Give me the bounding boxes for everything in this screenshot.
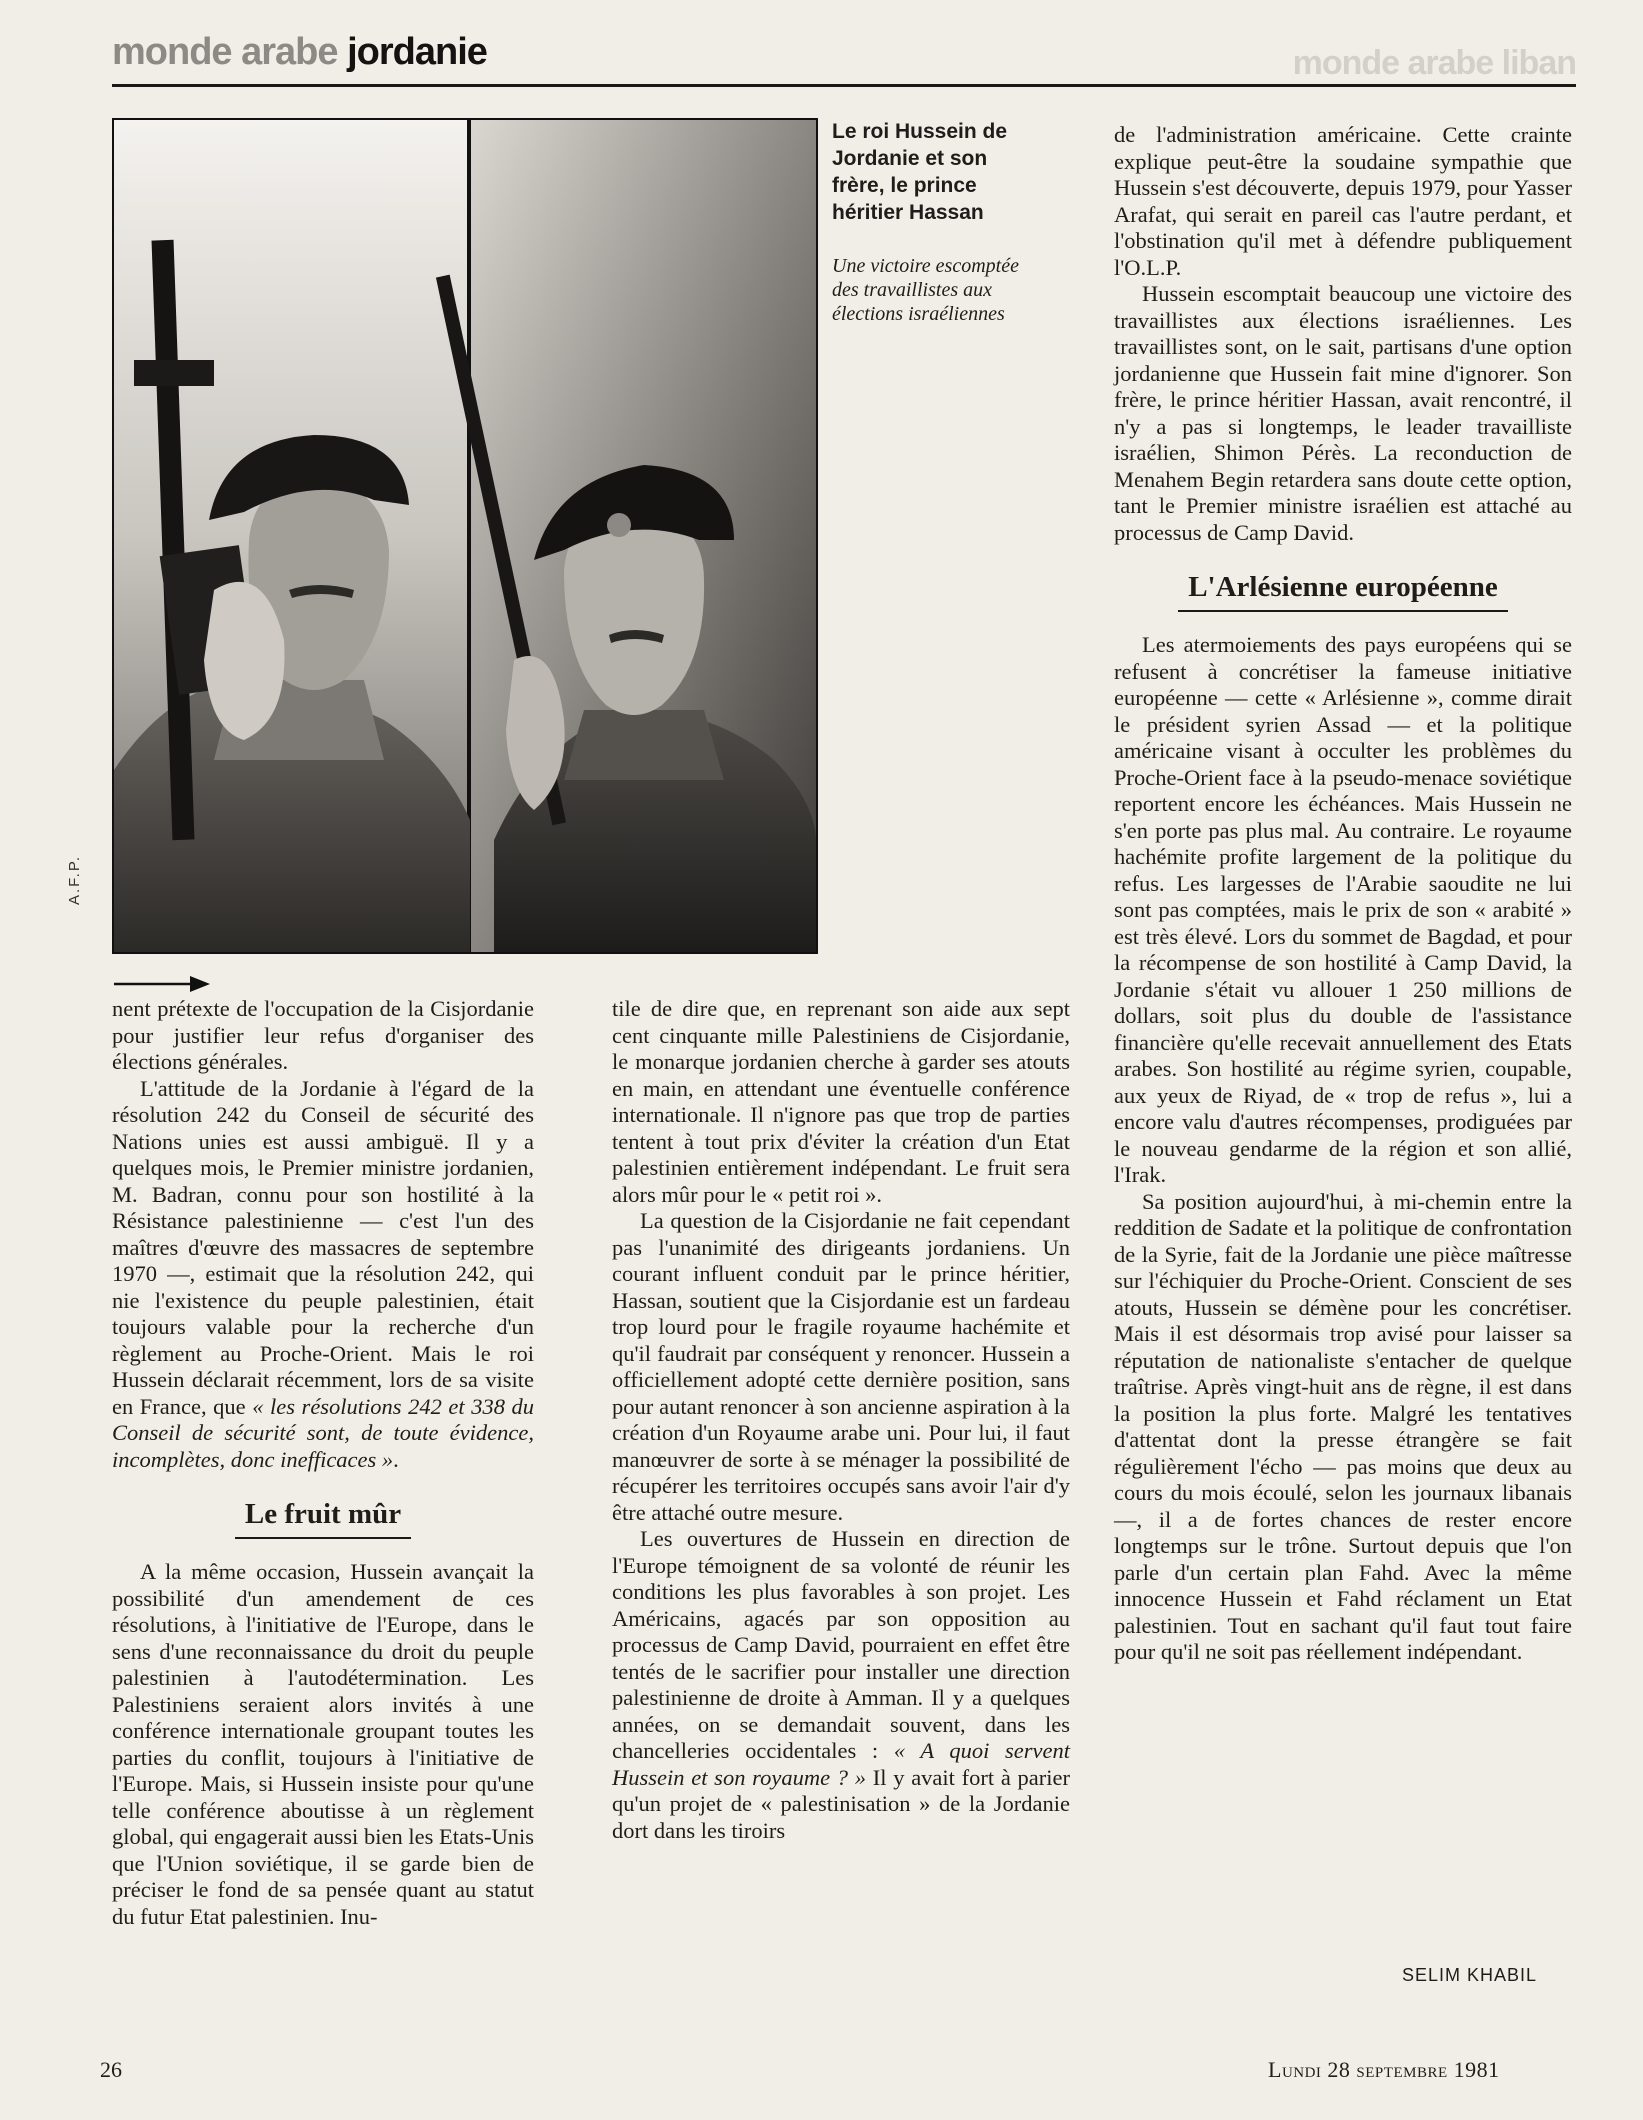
caption-title: Le roi Hussein de Jordanie et son frère, le prince héritier Hassan <box>832 120 1008 224</box>
col3-paragraph-4: Sa position aujourd'hui, à mi-chemin entre la reddition de Sadate et la politique de confrontation de la Syrie, fait de la Jordanie une pièce maîtresse sur l'échiquier du Proche-Orient. Conscient de ses atouts, Hussein se démène pour les concrétiser. Mais il est désormais trop avisé pour laisser sa réputation de nationaliste s'entacher de quelque traîtrise. Après vingt-huit ans de règne, il est dans la position la plus forte. Malgré les tentatives d'attentat dont la presse étrangère se fait régulièrement l'écho — pas moins que deux au cours du mois écoulé, selon les journaux libanais —, il a de fortes chances de rester encore longtemps sur le trône. Surtout depuis que l'on parle d'un certain plan Fahd. Avec la même innocence Hussein et Fahd réclament un Etat palestinien. Tout en sachant qu'il faut tout faire pour qu'il ne soit pas réellement indépendant. <box>1114 1188 1572 1664</box>
col2-paragraph-3-text: Les ouvertures de Hussein en direction de l'Europe témoignent de sa volonté de réunir les conditions les plus favorables à son projet. Les Américains, agacés par son opposition au processus de Camp David, pourraient en effet être tentés de le sacrifier pour installer une direction palestinienne de droite à Amman. Il y a quelques années, on se demandait souvent, dans les chancelleries occidentales : <box>612 1526 1070 1763</box>
header-rule <box>112 84 1576 87</box>
col2-quote: « A quoi servent Hussein et son royaume ? » <box>612 1738 1071 1790</box>
article-column-3 <box>1114 122 1572 1666</box>
subhead-fruit-mur <box>112 1497 534 1539</box>
col1-paragraph-2 <box>112 1076 534 1474</box>
photo-caption <box>832 118 1032 326</box>
col1-paragraph-2-end: . <box>393 1446 399 1472</box>
section-category: monde arabe <box>112 31 338 73</box>
col2-paragraph-2: La question de la Cisjordanie ne fait cependant pas l'unanimité des dirigeants jordaniens. Un courant influent conduit par le prince héritier, Hassan, soutient que la Cisjordanie est un fardeau trop lourd pour le fragile royaume hachémite et qu'il faudrait par conséquent y renoncer. Hussein a officiellement adopté cette dernière position, sans pour autant renoncer à son ancienne aspiration à la création d'un Royaume arabe uni. Pour lui, il faut manœuvrer de sorte à se ménager la possibilité de récupérer les territoires occupés sans avoir l'air d'y être attaché outre mesure. <box>612 1208 1070 1525</box>
subhead-arlesienne <box>1114 570 1572 612</box>
page-header <box>112 30 1576 88</box>
author-signature: SELIM KHABIL <box>1402 1965 1538 1985</box>
col3-paragraph-1: de l'administration américaine. Cette crainte explique peut-être la soudaine sympathie que Hussein s'est découverte, depuis 1979, pour Yasser Arafat, qui serait en pareil cas l'autre perdant, et l'obstination qu'il met à défendre publiquement l'O.L.P. <box>1114 122 1572 280</box>
page-number: 26 <box>100 2057 122 2082</box>
issue-date: Lundi 28 septembre 1981 <box>1268 2057 1500 2082</box>
col3-paragraph-3: Les atermoiements des pays européens qui se refusent à concrétiser la fameuse initiative européenne — cette « Arlésienne », comme dirait le président syrien Assad — et la politique américaine visant à occulter les problèmes du Proche-Orient face à la pseudo-menace soviétique reportent encore les échéances. Mais Hussein ne s'en porte pas plus mal. Au contraire. Le royaume hachémite profite largement de la politique du refus. Les largesses de l'Arabie saoudite ne lui sont pas comptées, mais le prix de son « arabité » est très élevé. Lors du sommet de Bagdad, et pour la récompense de son hostilité à Camp David, la Jordanie s'était vu allouer 1 250 millions de dollars, soit plus du double de l'assistance financière qu'elle recevait annuellement des Etats arabes. Son hostilité au régime syrien, coupable, aux yeux de Riyad, de « trop de refus », lui a encore valu d'autres récompenses, prodiguées par le nouveau gendarme de la région et son allié, l'Irak. <box>1114 632 1572 1187</box>
col1-paragraph-1: nent prétexte de l'occupation de la Cisjordanie pour justifier leur refus d'organiser des élections générales. <box>112 996 534 1074</box>
photo-credit: A.F.P. <box>66 854 83 905</box>
section-heading <box>112 30 487 74</box>
col1-paragraph-2-text: L'attitude de la Jordanie à l'égard de la résolution 242 du Conseil de sécurité des Nations unies est aussi ambiguë. Il y a quelques mois, le Premier ministre jordanien, M. Badran, connu pour son hostilité à la Résistance palestinienne — c'est l'un des maîtres d'œuvre des massacres de septembre 1970 —, estimait que la résolution 242, qui nie l'existence du peuple palestinien, était toujours valable pour la recherche d'un règlement au Proche-Orient. Mais le roi Hussein déclarait récemment, lors de sa visite en France, que <box>112 1075 534 1419</box>
section-subcategory: jordanie <box>347 31 487 73</box>
caption-subtitle: Une victoire escomptée des travaillistes aux élections israéliennes <box>832 255 1019 325</box>
article-column-1 <box>112 996 534 1930</box>
photo-illustration <box>114 120 816 952</box>
photo-hussein-hassan <box>112 118 818 954</box>
col1-quote: « les résolutions 242 et 338 du Conseil de sécurité sont, de toute évidence, incomplètes, donc inefficaces » <box>112 1393 534 1472</box>
col2-paragraph-3 <box>612 1526 1070 1844</box>
col3-paragraph-2: Hussein escomptait beaucoup une victoire des travaillistes aux élections israéliennes. Les travaillistes sont, on le sait, partisans d'une option jordanienne que Hussein fait mine d'ignorer. Son frère, le prince héritier Hassan, avait rencontré, il n'y a pas si longtemps, le leader travailliste israélien, Shimon Pérès. La reconduction de Menahem Begin retardera sans doute cette option, tant le Premier ministre israélien est attaché au processus de Camp David. <box>1114 281 1572 545</box>
article-column-2 <box>612 996 1070 1844</box>
bleed-through-heading: monde arabe liban <box>1292 44 1576 82</box>
col2-paragraph-3-end: Il y avait fort à parier qu'un projet de « palestinisation » de la Jordanie dort dans les tiroirs <box>612 1764 1071 1843</box>
col1-paragraph-3: A la même occasion, Hussein avançait la possibilité d'un amendement de ces résolutions, à l'initiative de l'Europe, dans le sens d'une reconnaissance du droit du peuple palestinien à l'autodétermination. Les Palestiniens seraient alors invités à une conférence internationale groupant toutes les parties du conflit, toujours à l'initiative de l'Europe. Mais, si Hussein insiste pour qu'une telle conférence aboutisse à un règlement global, qui engagerait aussi bien les Etats-Unis que l'Union soviétique, il se garde bien de préciser le fond de sa pensée quant au statut du futur Etat palestinien. Inu- <box>112 1559 534 1929</box>
col2-paragraph-1: tile de dire que, en reprenant son aide aux sept cent cinquante mille Palestiniens de Cisjordanie, le monarque jordanien cherche à garder ses atouts en main, en attendant une éventuelle conférence internationale. Il n'ignore pas que trop de parties tentent à tout prix d'éviter la création d'un Etat palestinien entièrement indépendant. Le fruit sera alors mûr pour le « petit roi ». <box>612 996 1070 1207</box>
continuation-arrow-icon <box>112 973 212 995</box>
subhead-arlesienne-text: L'Arlésienne européenne <box>1178 570 1508 612</box>
subhead-fruit-mur-text: Le fruit mûr <box>235 1497 411 1539</box>
